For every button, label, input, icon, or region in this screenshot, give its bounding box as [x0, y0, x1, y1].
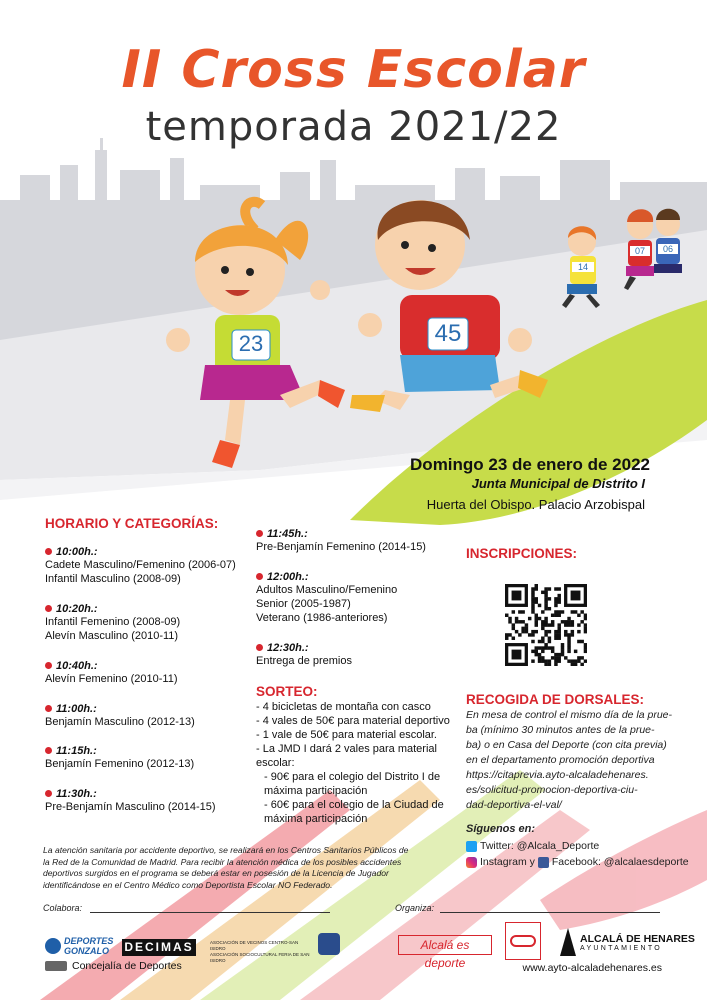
sorteo-item: - 1 vale de 50€ para material escolar. — [256, 729, 437, 741]
asociacion-line: ASOCIACIÓN SOCIOCULTURAL FERIA DE SAN ISIDRO — [210, 952, 310, 963]
schedule-heading: HORARIO Y CATEGORÍAS: — [45, 516, 219, 531]
notice-line: deportivos surgidos en el programa se deberá estar en posesión de la Licencia de Jugador — [43, 868, 389, 878]
bib-number-07: 07 — [630, 246, 650, 256]
asociacion-logo — [210, 940, 310, 964]
sorteo-item: - La JMD I dará 2 vales para material — [256, 743, 437, 755]
peña-emblem — [318, 933, 340, 955]
recogida-heading: RECOGIDA DE DORSALES: — [466, 692, 645, 707]
concejalia-text: Concejalía de Deportes — [72, 960, 182, 972]
instagram-icon — [466, 857, 477, 868]
event-venue: Junta Municipal de Distrito I — [471, 476, 645, 491]
concejalia-logo — [45, 960, 182, 972]
slot-category: Alevín Masculino (2010-11) — [45, 630, 179, 642]
colabora-label: Colabora: — [43, 903, 83, 913]
slot-category: Adultos Masculino/Femenino — [256, 584, 398, 596]
schedule-slot — [256, 571, 456, 625]
event-date: Domingo 23 de enero de 2022 — [410, 455, 650, 474]
bib-number-14: 14 — [572, 262, 594, 272]
slot-category: Pre-Benjamín Masculino (2014-15) — [45, 801, 216, 813]
recogida-line: en el departamento promoción deportiva — [466, 754, 655, 766]
deportes-gonzalo-text-2: GONZALO — [64, 946, 109, 956]
twitter-row[interactable] — [466, 840, 599, 852]
website-link[interactable]: www.ayto-alcaladehenares.es — [522, 962, 662, 974]
schedule-slot — [45, 603, 255, 643]
decimas-logo: DECIMAS — [122, 939, 196, 956]
concejalia-icon — [45, 961, 67, 971]
ayuntamiento-logo — [560, 928, 695, 956]
slot-time: 11:15h.: — [45, 745, 255, 757]
slot-time: 10:40h.: — [45, 660, 255, 672]
slot-category: Veterano (1986-anteriores) — [256, 612, 388, 624]
alcala-es-deporte-logo: Alcalá es deporte — [398, 935, 492, 955]
bib-number-23: 23 — [238, 331, 264, 356]
twitter-icon — [466, 841, 477, 852]
slot-category: Entrega de premios — [256, 655, 352, 667]
slot-time: 11:30h.: — [45, 788, 255, 800]
qr-code[interactable] — [505, 584, 587, 666]
ciudad-deportiva-logo — [505, 922, 541, 960]
globe-icon — [45, 938, 61, 954]
runner-small-3 — [654, 209, 682, 273]
slot-category: Benjamín Femenino (2012-13) — [45, 758, 195, 770]
notice-line: identificándose en el Centro Médico como Deportista Escolar NO Federado. — [43, 879, 333, 890]
notice-line: La atención sanitaria por accidente deportivo, se realizará en los Centros Sanitarios Públicos de — [43, 845, 409, 855]
sorteo-item: máxima participación — [264, 785, 368, 797]
schedule-slot — [45, 703, 255, 729]
twitter-handle: Twitter: @Alcala_Deporte — [480, 840, 600, 852]
instagram-facebook-row[interactable] — [466, 856, 689, 868]
colabora-divider — [90, 912, 330, 913]
facebook-handle: Facebook: @alcalaesdeporte — [551, 856, 689, 868]
slot-time: 10:00h.: — [45, 546, 255, 558]
poster-subtitle: temporada 2021/22 — [145, 104, 562, 150]
sorteo-item: máxima participación — [264, 813, 368, 825]
inscripciones-heading: INSCRIPCIONES: — [466, 546, 578, 561]
facebook-icon — [538, 857, 549, 868]
schedule-slot — [45, 788, 255, 814]
recogida-text — [466, 708, 696, 813]
sorteo-item: - 60€ para el colegio de la Ciudad de — [264, 799, 444, 811]
instagram-label: Instagram y — [480, 856, 535, 868]
organiza-label: Organiza: — [395, 903, 435, 913]
recogida-link[interactable]: https://citaprevia.ayto-alcaladehenares. — [466, 769, 649, 781]
recogida-line: En mesa de control el mismo día de la prue- — [466, 709, 673, 721]
slot-category: Senior (2005-1987) — [256, 598, 351, 610]
notice-line: la Red de la Comunidad de Madrid. Para recibir la atención médica de los posibles accidentes — [43, 856, 402, 867]
asociacion-line: ASOCIACIÓN DE VECINOS CENTRO-SAN ISIDRO — [210, 940, 299, 951]
slot-time: 11:45h.: — [256, 528, 456, 540]
slot-category: Pre-Benjamín Femenino (2014-15) — [256, 541, 426, 553]
slot-category: Infantil Femenino (2008-09) — [45, 616, 181, 628]
deportes-gonzalo-text-1: DEPORTES — [64, 936, 114, 946]
ayto-label: AYUNTAMIENTO — [580, 944, 663, 952]
social-heading: Síguenos en: — [466, 823, 536, 835]
bib-number-06: 06 — [658, 244, 678, 254]
medical-notice — [43, 845, 423, 891]
event-place: Huerta del Obispo. Palacio Arzobispal — [426, 497, 645, 512]
slot-category: Infantil Masculino (2008-09) — [45, 573, 181, 585]
sorteo-item: - 4 vales de 50€ para material deportivo — [256, 715, 450, 727]
slot-category: Cadete Masculino/Femenino (2006-07) — [45, 559, 236, 571]
slot-time: 12:00h.: — [256, 571, 456, 583]
schedule-slot — [256, 642, 456, 668]
slot-time: 12:30h.: — [256, 642, 456, 654]
slot-category: Benjamín Masculino (2012-13) — [45, 716, 195, 728]
bib-number-45: 45 — [434, 320, 462, 347]
sorteo-item: - 90€ para el colegio del Distrito I de — [264, 771, 441, 783]
recogida-line: ba (mínimo 30 minutos antes de la prue- — [466, 724, 655, 736]
slot-time: 11:00h.: — [45, 703, 255, 715]
recogida-link[interactable]: dad-deportiva-el-val/ — [466, 799, 562, 811]
deportes-gonzalo-logo — [45, 936, 113, 956]
poster-title: II Cross Escolar — [121, 40, 586, 100]
organiza-divider — [440, 912, 660, 913]
recogida-link[interactable]: es/solicitud-promocion-deportiva-ciu- — [466, 784, 638, 796]
schedule-slot — [45, 660, 255, 686]
sorteo-item: - 4 bicicletas de montaña con casco — [256, 701, 431, 713]
tower-icon — [560, 928, 576, 956]
recogida-line: ba) o en Casa del Deporte (con cita previa) — [466, 739, 667, 751]
ayto-name: ALCALÁ DE HENARES — [580, 932, 695, 945]
sorteo-heading: SORTEO: — [256, 684, 318, 699]
slot-category: Alevín Femenino (2010-11) — [45, 673, 178, 685]
schedule-slot — [45, 546, 255, 586]
schedule-slot — [256, 528, 456, 554]
schedule-slot — [45, 745, 255, 771]
slot-time: 10:20h.: — [45, 603, 255, 615]
sorteo-item: escolar: — [256, 757, 295, 769]
sorteo-list — [256, 700, 466, 826]
